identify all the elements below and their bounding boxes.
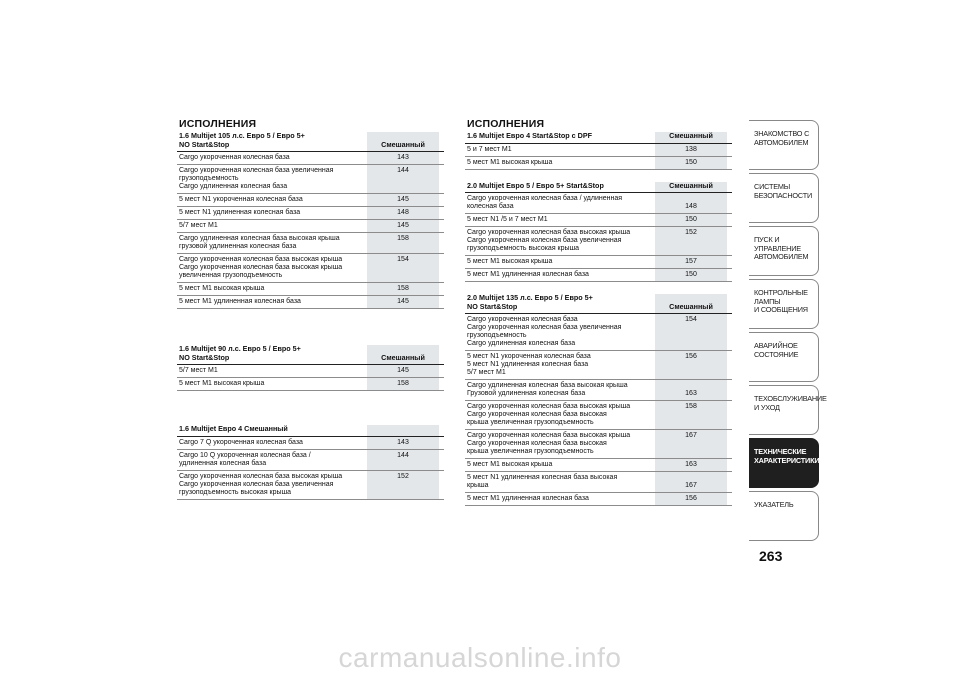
watermark: carmanualsonline.info [338,642,622,673]
table-header [465,182,732,194]
table-row [465,227,732,256]
row-value: 156 [685,353,697,360]
row-label: 5 мест N1 удлиненная колесная база высокая крыша [467,474,618,489]
table-row [465,314,732,351]
chapter-tab[interactable]: ТЕХОБСЛУЖИВАНИЕ И УХОД [749,385,819,435]
row-label: Cargo 10 Q укороченная колесная база / удлиненная колесная база [179,451,311,467]
table-row [177,296,444,309]
table-row [177,365,444,378]
engine-heading: 1.6 Multijet 105 л.с. Евро 5 / Евро 5+ NO Start&Stop [179,131,305,149]
table-row [465,472,732,493]
row-label: 5 мест M1 высокая крыша [467,461,553,468]
engine-heading: 2.0 Multijet 135 л.с. Евро 5 / Евро 5+ NO Start&Stop [467,293,593,311]
row-value: 158 [685,403,697,410]
row-label: Cargo укороченная колесная база Cargo укороченная колесная база увеличенная грузоподъемность Cargo удлиненная колесная база [467,316,622,347]
spec-table [177,425,444,500]
row-label: 5/7 мест M1 [179,222,218,229]
row-value: 150 [685,271,697,278]
row-label: Cargo укороченная колесная база высокая крыша Cargo укороченная колесная база высокая крыша увеличенная грузоподъемность [179,256,343,279]
row-value: 167 [685,432,697,439]
row-value: 158 [397,285,409,292]
left-tables [177,132,444,500]
table-row [465,430,732,459]
table-header [177,425,444,437]
section-title: ИСПОЛНЕНИЯ [467,118,545,130]
chapter-tabs [749,120,827,544]
engine-heading: 2.0 Multijet Евро 5 / Евро 5+ Start&Stop [467,180,604,190]
row-value: 158 [397,380,409,387]
table-row [177,165,444,194]
table-row [177,437,444,450]
table-row [177,194,444,207]
row-label: 5 мест M1 высокая крыша [179,285,265,292]
right-column [465,118,732,506]
table-row [177,283,444,296]
spec-table [465,182,732,283]
left-column [177,118,444,500]
row-value: 143 [397,438,409,446]
table-row [177,220,444,233]
row-value: 152 [397,472,409,480]
row-label: Cargo укороченная колесная база высокая крыша Cargo укороченная колесная база увеличенная грузоподъемность высокая крыша [467,229,631,252]
row-label: 5/7 мест M1 [179,367,218,374]
table-row [465,401,732,430]
chapter-tab[interactable]: ПУСК И УПРАВЛЕНИЕ АВТОМОБИЛЕМ [749,226,819,276]
table-row [465,351,732,380]
table-row [177,152,444,165]
row-label: 5 и 7 мест M1 [467,145,512,153]
row-label: 5 мест M1 удлиненная колесная база [179,298,301,305]
table-row [465,269,732,282]
spec-table [465,132,732,170]
table-row [465,144,732,157]
section-title: ИСПОЛНЕНИЯ [179,118,257,130]
spec-table [177,132,444,309]
table-header [465,294,732,314]
chapter-tab[interactable]: ТЕХНИЧЕСКИЕ ХАРАКТЕРИСТИКИ [749,438,819,488]
row-value: 163 [685,390,697,397]
table-header [465,132,732,144]
row-value: 144 [397,167,409,174]
page-number: 263 [759,548,783,564]
column-heading: Смешанный [669,180,713,190]
row-label: Cargo укороченная колесная база высокая крыша Cargo укороченная колесная база высокая крыша увеличенная грузоподъемность [467,403,631,426]
chapter-tab[interactable]: СИСТЕМЫ БЕЗОПАСНОСТИ [749,173,819,223]
table-row [177,233,444,254]
row-value: 163 [685,461,697,468]
table-row [177,254,444,283]
row-value: 154 [397,256,409,263]
table-row [465,214,732,227]
row-label: Cargo укороченная колесная база / удлиненная колесная база [467,195,623,210]
row-value: 143 [397,154,409,161]
row-label: 5 мест N1 укороченная колесная база 5 мест N1 удлиненная колесная база 5/7 мест M1 [467,353,591,376]
table-row [465,193,732,214]
table-header [177,132,444,152]
table-row [177,450,444,471]
chapter-tab[interactable]: КОНТРОЛЬНЫЕ ЛАМПЫ И СООБЩЕНИЯ [749,279,819,329]
row-label: Cargo укороченная колесная база [179,154,290,161]
column-heading: Смешанный [669,131,713,140]
table-row [177,378,444,391]
row-value: 145 [397,222,409,229]
row-label: 5 мест M1 высокая крыша [467,158,553,166]
row-label: 5 мест M1 удлиненная колесная база [467,271,589,278]
row-value: 148 [685,203,697,210]
table-row [465,256,732,269]
chapter-tab[interactable]: УКАЗАТЕЛЬ [749,491,819,541]
engine-heading: 1.6 Multijet 90 л.с. Евро 5 / Евро 5+ NO Start&Stop [179,344,301,362]
column-heading: Смешанный [669,301,713,311]
row-label: Cargo укороченная колесная база высокая крыша Cargo укороченная колесная база увеличенная грузоподъемность высокая крыша [179,472,343,496]
row-value: 145 [397,196,409,203]
table-header [177,345,444,365]
table-row [465,493,732,506]
row-value: 157 [685,258,697,265]
row-value: 138 [685,145,697,153]
column-heading: Смешанный [381,139,425,149]
chapter-tab[interactable]: АВАРИЙНОЕ СОСТОЯНИЕ [749,332,819,382]
row-label: 5 мест N1 /5 и 7 мест M1 [467,216,548,223]
row-value: 158 [397,235,409,242]
row-label: Cargo удлиненная колесная база высокая крыша Грузовой удлиненная колесная база [467,382,628,397]
row-label: 5 мест M1 высокая крыша [467,258,553,265]
row-label: Cargo укороченная колесная база увеличенная грузоподъемность Cargo удлиненная колесная база [179,167,334,190]
table-row [177,471,444,500]
row-value: 145 [397,298,409,305]
row-value: 152 [685,229,697,236]
row-value: 154 [685,316,697,323]
row-value: 150 [685,216,697,223]
row-value: 167 [685,482,697,489]
chapter-tab[interactable]: ЗНАКОМСТВО С АВТОМОБИЛЕМ [749,120,819,170]
table-row [465,459,732,472]
row-value: 156 [685,495,697,502]
column-heading: Смешанный [381,352,425,362]
table-row [465,380,732,401]
row-value: 145 [397,367,409,374]
row-value: 148 [397,209,409,216]
row-label: Cargo 7 Q укороченная колесная база [179,438,303,446]
spec-table [177,345,444,391]
row-label: Cargo укороченная колесная база высокая крыша Cargo укороченная колесная база высокая крыша увеличенная грузоподъемность [467,432,631,455]
row-value: 144 [397,451,409,459]
row-label: 5 мест N1 удлиненная колесная база [179,209,301,216]
spec-table [465,294,732,506]
row-label: Cargo удлиненная колесная база высокая крыша грузовой удлиненная колесная база [179,235,340,250]
row-label: 5 мест N1 укороченная колесная база [179,196,303,203]
engine-heading: 1.6 Multijet Евро 4 Start&Stop с DPF [467,131,593,140]
engine-heading: 1.6 Multijet Евро 4 Смешанный [179,424,288,433]
table-row [177,207,444,220]
row-label: 5 мест M1 удлиненная колесная база [467,495,589,502]
table-row [465,157,732,170]
row-value: 150 [685,158,697,166]
right-tables [465,132,732,506]
row-label: 5 мест M1 высокая крыша [179,380,265,387]
